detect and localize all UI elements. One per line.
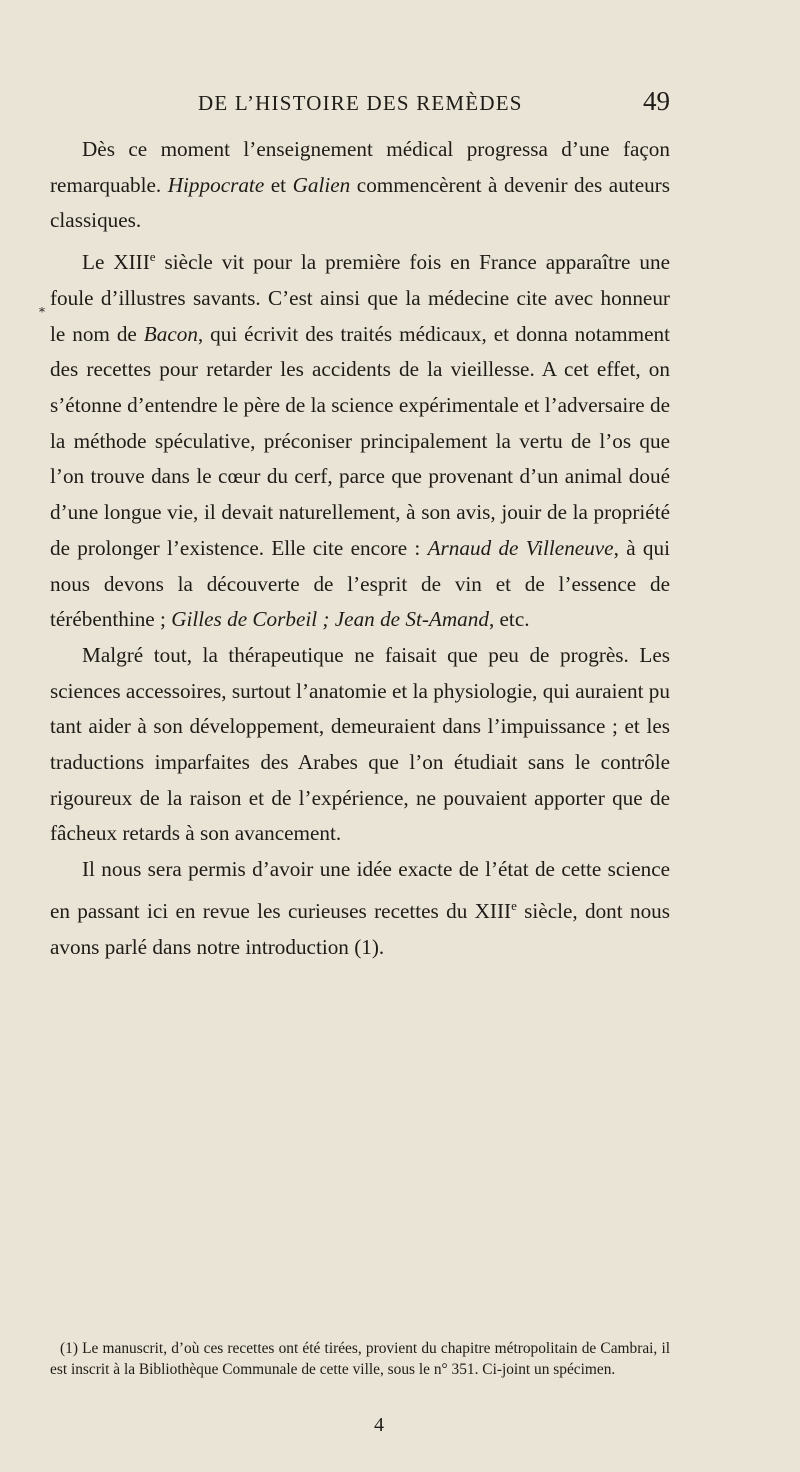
footnote: (1) Le manuscrit, d’où ces recettes ont été tirées, provient du chapitre métropolitain de Cambrai, il est inscrit à la Bibliothèque Communale de cette ville, sous le n° 351. Ci-joint un spécimen.: [50, 1340, 670, 1378]
superscript: e: [511, 897, 517, 913]
text-run: Le XIII: [82, 250, 150, 275]
paragraph: [50, 239, 670, 638]
text-run: et: [264, 172, 293, 197]
italic-name: Bacon: [143, 321, 198, 346]
margin-mark: *: [39, 305, 45, 319]
paragraph: [50, 132, 670, 239]
paragraph: [50, 638, 670, 852]
running-head: DE L’HISTOIRE DES REMÈDES: [198, 91, 523, 115]
text-run: Malgré tout, la thérapeutique ne faisait que peu de progrès. Les sciences accessoires, surtout l’anatomie et la physiologie, qui auraient pu tant aider à son développement, demeuraient dans l’impuissance ; et les traductions imparfaites des Arabes que l’on étudiait sans le contrôle rigoureux de la raison et de l’expérience, ne pouvaient apporter que de fâcheux retards à son avancement.: [50, 642, 670, 846]
italic-name: Hippocrate: [167, 172, 265, 197]
text-run: , à qui nous devons la découverte de l’esprit de vin et de l’essence de térébenthine ;: [50, 535, 670, 632]
text-run: , qui écrivit des traités médicaux, et donna notamment des recettes pour retarder les accidents de la vieillesse. A cet effet, on s’étonne d’entendre le père de la science expérimentale et l’adversaire de la méthode spéculative, préconiser principalement la vertu de l’os que l’on trouve dans le cœur du cerf, parce que provenant d’un animal doué d’une longue vie, il devait naturellement, à son avis, jouir de la propriété de prolonger l’existence. Elle cite encore :: [50, 321, 670, 560]
text-run: Il nous sera permis d’avoir une idée exacte de l’état de cette science en passant ici en revue les curieuses recettes du XIII: [50, 857, 670, 923]
italic-name: Arnaud de Villeneuve: [427, 535, 614, 560]
paragraph: [50, 852, 670, 965]
text-run: , etc.: [488, 607, 530, 632]
text-run: Dès ce moment l’enseignement médical progressa d’une façon remarquable.: [50, 137, 670, 197]
page-number: 49: [643, 86, 670, 116]
italic-name: Galien: [292, 172, 351, 197]
signature-mark: 4: [374, 1414, 384, 1436]
italic-name: Gilles de Corbeil ; Jean de St-Amand: [171, 607, 489, 632]
superscript: e: [149, 249, 156, 265]
text-run: siècle, dont nous avons parlé dans notre introduction (1).: [50, 898, 670, 959]
body-text: [50, 132, 670, 965]
text-run: commencèrent à devenir des auteurs classiques.: [50, 172, 670, 233]
page-header: [110, 86, 670, 117]
text-run: siècle vit pour la première fois en France apparaître une foule d’illustres savants. C’est ainsi que la médecine cite avec honneur le nom de: [50, 250, 670, 346]
